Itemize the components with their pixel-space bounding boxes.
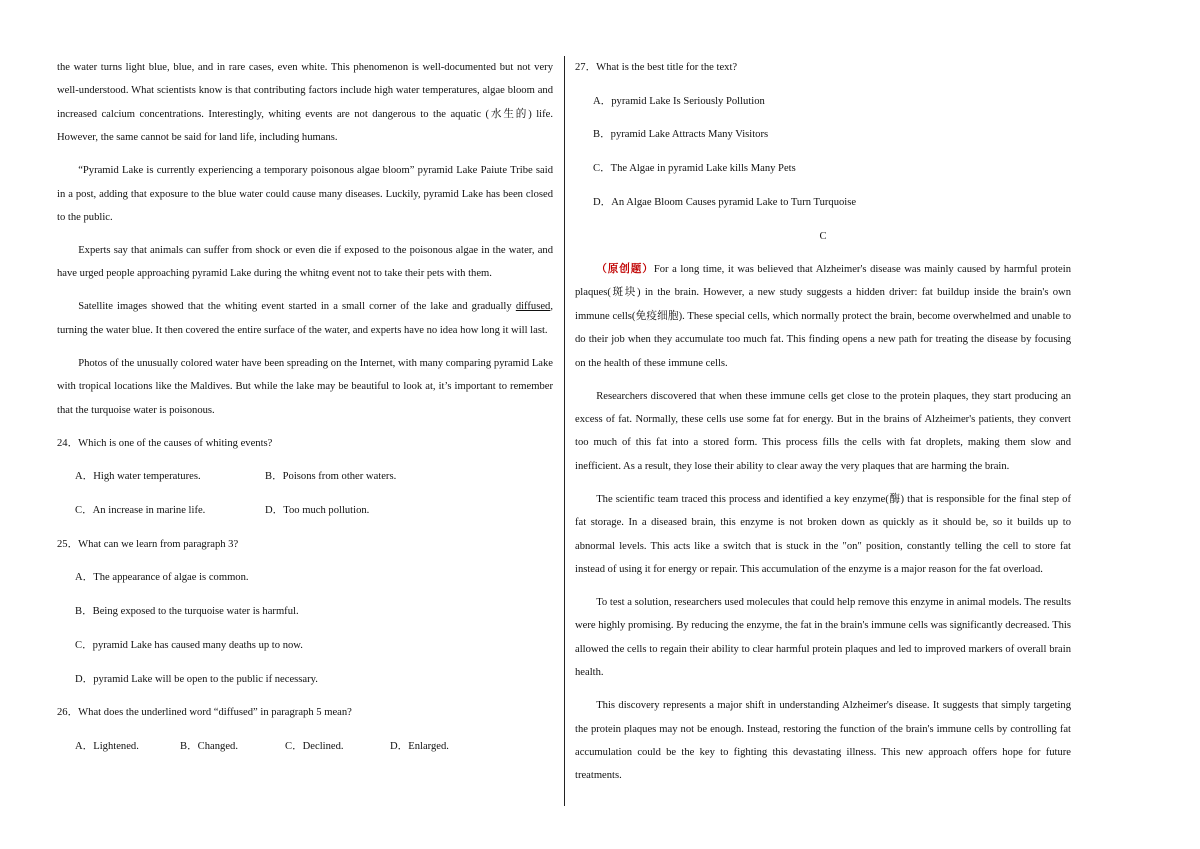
option-27-a[interactable]: A．pyramid Lake Is Seriously Pollution [593,95,765,107]
passage-c-paragraph-2: Researchers discovered that when these immune cells get close to the protein plaques, they start producing an excess of fat. Normally, these cells use some fat for energy. But in the brains of Alzheimer's patients, they convert too much of this fat into a stored form. This process fills the cells with fat droplets, making them slow and inefficient. As a result, they lose their ability to clear away the very plaques that are harming the brain. [575,390,1071,472]
option-26-c[interactable]: C．Declined. [285,740,344,752]
question-24-options-row-2 [75,499,553,522]
option-27-c[interactable]: C．The Algae in pyramid Lake kills Many Pets [593,163,796,175]
question-26: 26．What does the underlined word “diffused” in paragraph 5 mean? [57,707,352,719]
passage-c-paragraph-4: To test a solution, researchers used molecules that could help remove this enzyme in animal models. The results were highly promising. By reducing the enzyme, the fat in the brain's immune cells was significantly decreased. This allowed the cells to regain their ability to clear harmful protein plaques and led to improved markers of overall brain health. [575,596,1071,679]
passage-b-paragraph-1: the water turns light blue, blue, and in rare cases, even white. This phenomenon is well-documented but not very well-understood. What scientists know is that contributing factors include high water temperatures, algae bloom and increased calcium concentrations. Interestingly, whiting events are not dangerous to the aquatic (水生的) life. However, the same cannot be said for land life, including humans. [57,62,553,144]
question-27: 27．What is the best title for the text? [575,62,738,73]
option-26-d[interactable]: D．Enlarged. [390,740,449,752]
passage-b-paragraph-2: “Pyramid Lake is currently experiencing a temporary poisonous algae bloom” pyramid Lake Paiute Tribe said in a post, adding that exposure to the blue water could cause many diseases. Luckily, pyramid Lake has been closed to the public. [57,165,553,224]
left-column [57,56,553,769]
question-24-options-row-1 [75,465,553,488]
option-25-d[interactable]: D．pyramid Lake will be open to the public if necessary. [75,673,318,685]
original-question-tag: （原创题） [596,263,654,275]
passage-c-paragraph-1 [575,258,1071,375]
option-24-c[interactable]: C．An increase in marine life. [75,505,206,517]
passage-b-paragraph-3: Experts say that animals can suffer from shock or even die if exposed to the poisonous algae in the water, and have urged people approaching pyramid Lake during the whitng event not to take their pets with them. [57,245,553,280]
underlined-word-diffused: diffused [515,301,551,313]
option-24-d[interactable]: D．Too much pollution. [265,505,370,517]
passage-c-paragraph-1-text: For a long time, it was believed that Alzheimer's disease was mainly caused by harmful protein plaques(斑块) in the brain. However, a new study suggests a hidden driver: fat buildup inside the brain's own immune cells(免疫细胞). These special cells, which normally protect the brain, become overwhelmed and unable to do their job when they accumulate too much fat. This finding opens a new path for treating the disease by focusing on the health of these immune cells. [575,263,1071,369]
option-27-b[interactable]: B．pyramid Lake Attracts Many Visitors [593,129,769,141]
paragraph-4-text-before: Satellite images showed that the whiting event started in a small corner of the lake and gradually [78,301,516,313]
option-26-a[interactable]: A．Lightened. [75,740,139,752]
right-column [575,56,1071,797]
option-25-c[interactable]: C．pyramid Lake has caused many deaths up to now. [75,639,303,651]
option-25-b[interactable]: B．Being exposed to the turquoise water is harmful. [75,606,299,618]
column-divider [564,56,565,806]
question-26-options [75,735,553,758]
section-heading-c: C [819,230,827,242]
question-25: 25．What can we learn from paragraph 3? [57,538,239,550]
option-24-a[interactable]: A．High water temperatures. [75,471,201,483]
passage-c-paragraph-5: This discovery represents a major shift in understanding Alzheimer's disease. It suggests that simply targeting the protein plaques may not be enough. Instead, restoring the function of the brain's immune cells by controlling fat accumulation could be the key to fighting this devastating illness. This new approach offers hope for future treatments. [575,700,1071,782]
option-26-b[interactable]: B．Changed. [180,740,238,752]
option-24-b[interactable]: B．Poisons from other waters. [265,471,397,483]
passage-c-paragraph-3: The scientific team traced this process and identified a key enzyme(酶) that is responsible for the final step of fat storage. In a diseased brain, this enzyme is not broken down as quickly as it should be, so it builds up to abnormal levels. This acts like a switch that is stuck in the "on" position, constantly telling the cell to store fat instead of using it for energy or repair. This accumulation of the enzyme is a major reason for the fat overload. [575,493,1071,575]
passage-b-paragraph-4 [57,295,553,342]
paragraph-4-text-after: , turning the water blue. It then covered the entire surface of the water, and experts have no idea how long it will last. [57,301,553,336]
passage-b-paragraph-5: Photos of the unusually colored water have been spreading on the Internet, with many comparing pyramid Lake with tropical locations like the Maldives. But while the lake may be beautiful to look at, it’s important to remember that the turquoise water is poisonous. [57,357,553,416]
option-27-d[interactable]: D．An Algae Bloom Causes pyramid Lake to Turn Turquoise [593,196,857,208]
question-24: 24．Which is one of the causes of whiting events? [57,437,273,449]
option-25-a[interactable]: A．The appearance of algae is common. [75,572,249,584]
